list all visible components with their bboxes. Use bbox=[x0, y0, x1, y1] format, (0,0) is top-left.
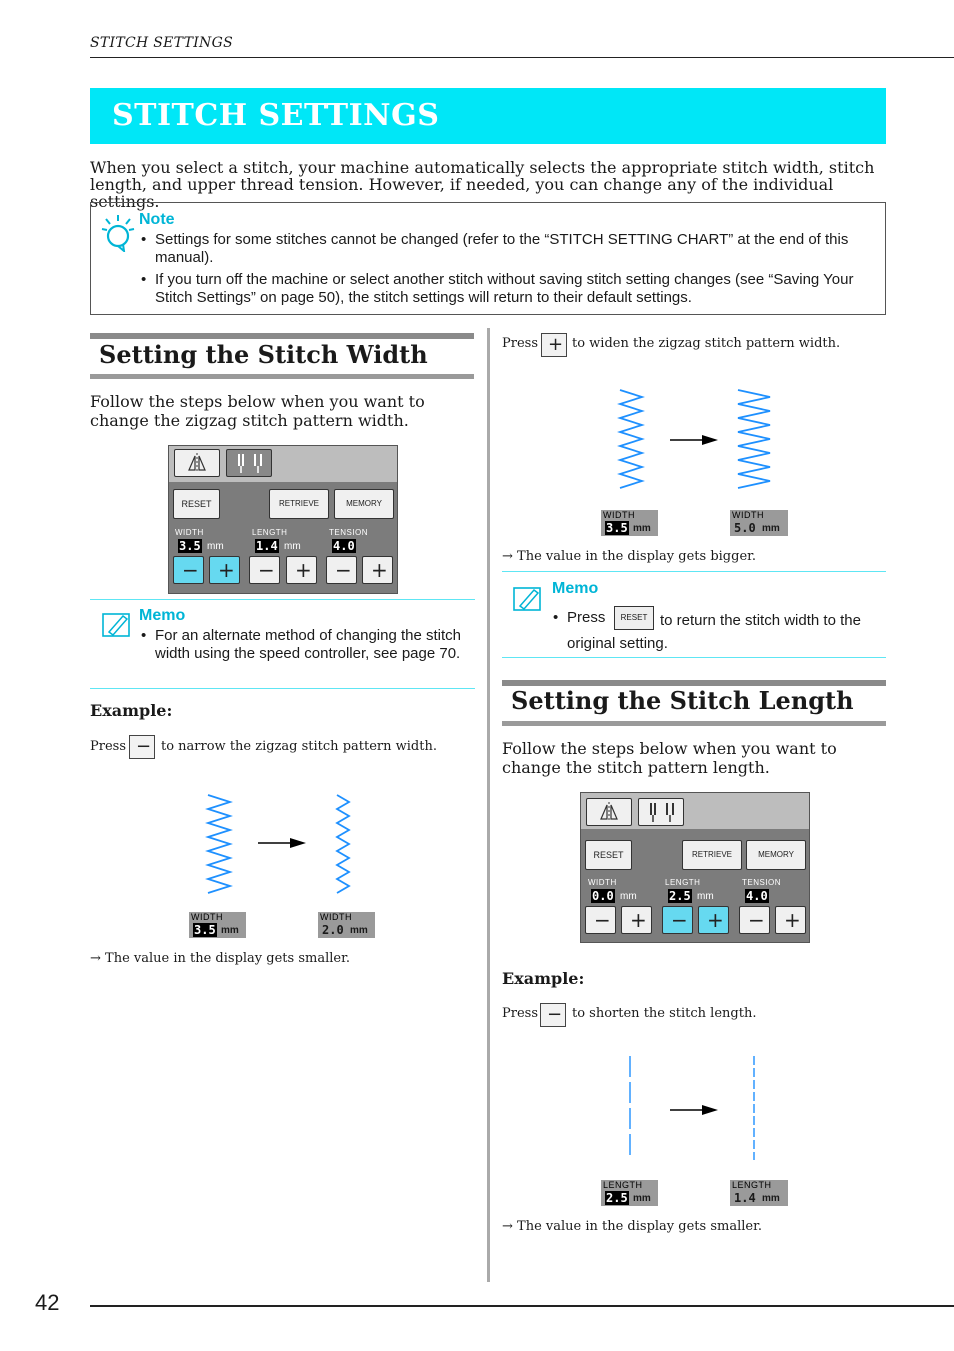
reset-key[interactable]: RESET bbox=[614, 606, 654, 630]
width-intro: Follow the steps below when you want to change the zigzag stitch pattern width. bbox=[90, 392, 425, 430]
result-text: → The value in the display gets smaller. bbox=[90, 951, 351, 966]
width-value: 3.5 bbox=[179, 539, 201, 553]
length-plus-button[interactable]: + bbox=[698, 906, 729, 934]
width-unit: mm bbox=[620, 891, 637, 902]
result-text: → The value in the display gets smaller. bbox=[502, 1219, 763, 1234]
width-plus-button[interactable]: + bbox=[209, 556, 240, 584]
width-unit: mm bbox=[207, 541, 224, 552]
memo-press-word: Press bbox=[567, 609, 606, 626]
display-length-after: LENGTH 1.4 mm bbox=[730, 1180, 788, 1206]
press-word: Press bbox=[502, 336, 538, 351]
lcd-panel-length bbox=[580, 792, 810, 943]
zigzag-widen-illustration bbox=[610, 385, 790, 495]
memo-rule-bottom bbox=[502, 657, 886, 658]
note-item: • If you turn off the machine or select another stitch without saving stitch setting changes (see “Saving Your Stitch Settings” on page 50), the stitch settings will return to their default settings. bbox=[141, 271, 854, 306]
width-plus-button[interactable]: + bbox=[621, 906, 652, 934]
retrieve-label: RETRIEVE bbox=[278, 499, 319, 508]
display-width-before: WIDTH 3.5 mm bbox=[189, 912, 246, 938]
memo-icon bbox=[512, 584, 544, 614]
length-minus-button[interactable]: − bbox=[249, 556, 280, 584]
press-word: Press bbox=[502, 1006, 538, 1021]
tension-plus-button[interactable]: + bbox=[362, 556, 393, 584]
memory-button[interactable] bbox=[334, 489, 394, 519]
zigzag-narrow-illustration bbox=[200, 790, 360, 900]
tension-minus-button[interactable]: − bbox=[326, 556, 357, 584]
column-divider bbox=[487, 328, 490, 1282]
memo-title: Memo bbox=[139, 607, 186, 624]
press-instruction: to narrow the zigzag stitch pattern width. bbox=[161, 739, 437, 754]
tension-plus-button[interactable]: + bbox=[775, 906, 806, 934]
intro-paragraph: When you select a stitch, your machine automatically selects the appropriate stitch width, stitch length, and upper thread tension. However, if needed, you can change any of the individual settings. bbox=[90, 158, 875, 211]
length-value: 2.5 bbox=[669, 889, 691, 903]
memo-item: • For an alternate method of changing the stitch width using the speed controller, see page 70. bbox=[141, 627, 462, 662]
press-instruction: to shorten the stitch length. bbox=[572, 1006, 757, 1021]
length-value: 1.4 bbox=[256, 539, 278, 553]
memory-label: MEMORY bbox=[758, 850, 794, 859]
result-text: → The value in the display gets bigger. bbox=[502, 549, 757, 564]
width-minus-button[interactable]: − bbox=[173, 556, 204, 584]
length-label: LENGTH bbox=[665, 878, 701, 887]
width-value: 0.0 bbox=[592, 889, 614, 903]
width-label: WIDTH bbox=[588, 878, 617, 887]
memo-title: Memo bbox=[552, 580, 599, 597]
tension-label: TENSION bbox=[742, 878, 782, 887]
length-label: LENGTH bbox=[252, 528, 288, 537]
tension-value: 4.0 bbox=[333, 539, 355, 553]
length-unit: mm bbox=[284, 541, 301, 552]
width-minus-button[interactable]: − bbox=[585, 906, 616, 934]
press-word: Press bbox=[90, 739, 126, 754]
lcd-panel-width bbox=[168, 445, 398, 594]
memory-button[interactable] bbox=[746, 840, 806, 870]
press-instruction: to widen the zigzag stitch pattern width. bbox=[572, 336, 841, 351]
section-banner bbox=[90, 88, 886, 144]
banner-title: STITCH SETTINGS bbox=[112, 98, 440, 133]
twin-needle-button[interactable] bbox=[226, 449, 272, 477]
length-unit: mm bbox=[697, 891, 714, 902]
plus-key[interactable]: + bbox=[541, 333, 567, 357]
tension-value: 4.0 bbox=[746, 889, 768, 903]
minus-key[interactable]: − bbox=[540, 1003, 566, 1027]
tension-label: TENSION bbox=[329, 528, 369, 537]
memo-icon bbox=[101, 610, 133, 640]
retrieve-button[interactable] bbox=[269, 489, 329, 519]
heading-bar-bottom bbox=[90, 374, 474, 379]
reset-button[interactable]: RESET bbox=[585, 840, 632, 870]
width-label: WIDTH bbox=[175, 528, 204, 537]
minus-key[interactable]: − bbox=[129, 735, 155, 759]
memo-text: to return the stitch width to the original setting. bbox=[567, 612, 861, 652]
length-plus-button[interactable]: + bbox=[286, 556, 317, 584]
display-width-before: WIDTH 3.5 mm bbox=[601, 510, 658, 536]
length-minus-button[interactable]: − bbox=[662, 906, 693, 934]
footer-rule bbox=[90, 1305, 954, 1307]
memo-rule-top bbox=[90, 599, 475, 600]
tension-minus-button[interactable]: − bbox=[739, 906, 770, 934]
heading-bar-bottom bbox=[502, 721, 886, 726]
display-width-after: WIDTH 5.0 mm bbox=[730, 510, 788, 536]
mirror-button[interactable] bbox=[586, 798, 632, 826]
twin-needle-button[interactable] bbox=[638, 798, 684, 826]
heading-bar-top bbox=[90, 333, 474, 339]
mirror-button[interactable] bbox=[174, 449, 220, 477]
example-label: Example: bbox=[90, 701, 173, 720]
memo-rule-bottom bbox=[90, 688, 475, 689]
length-intro: Follow the steps below when you want to change the stitch pattern length. bbox=[502, 739, 837, 777]
example-label: Example: bbox=[502, 969, 585, 988]
width-heading: Setting the Stitch Width bbox=[99, 340, 428, 369]
memory-label: MEMORY bbox=[346, 499, 382, 508]
retrieve-label: RETRIEVE bbox=[691, 850, 732, 859]
header-rule bbox=[90, 57, 954, 58]
note-item: • Settings for some stitches cannot be changed (refer to the “STITCH SETTING CHART” at the end of this manual). bbox=[141, 231, 849, 266]
display-length-before: LENGTH 2.5 mm bbox=[601, 1180, 658, 1206]
length-heading: Setting the Stitch Length bbox=[511, 686, 854, 715]
reset-button[interactable]: RESET bbox=[173, 489, 220, 519]
memo-rule-top bbox=[502, 571, 886, 572]
running-header: STITCH SETTINGS bbox=[90, 35, 233, 51]
retrieve-button[interactable] bbox=[682, 840, 742, 870]
page-number: 42 bbox=[35, 1290, 60, 1315]
note-icon bbox=[100, 212, 136, 252]
display-width-after: WIDTH 2.0 mm bbox=[318, 912, 375, 938]
note-title: Note bbox=[139, 211, 175, 228]
straight-stitch-illustration bbox=[615, 1052, 775, 1164]
